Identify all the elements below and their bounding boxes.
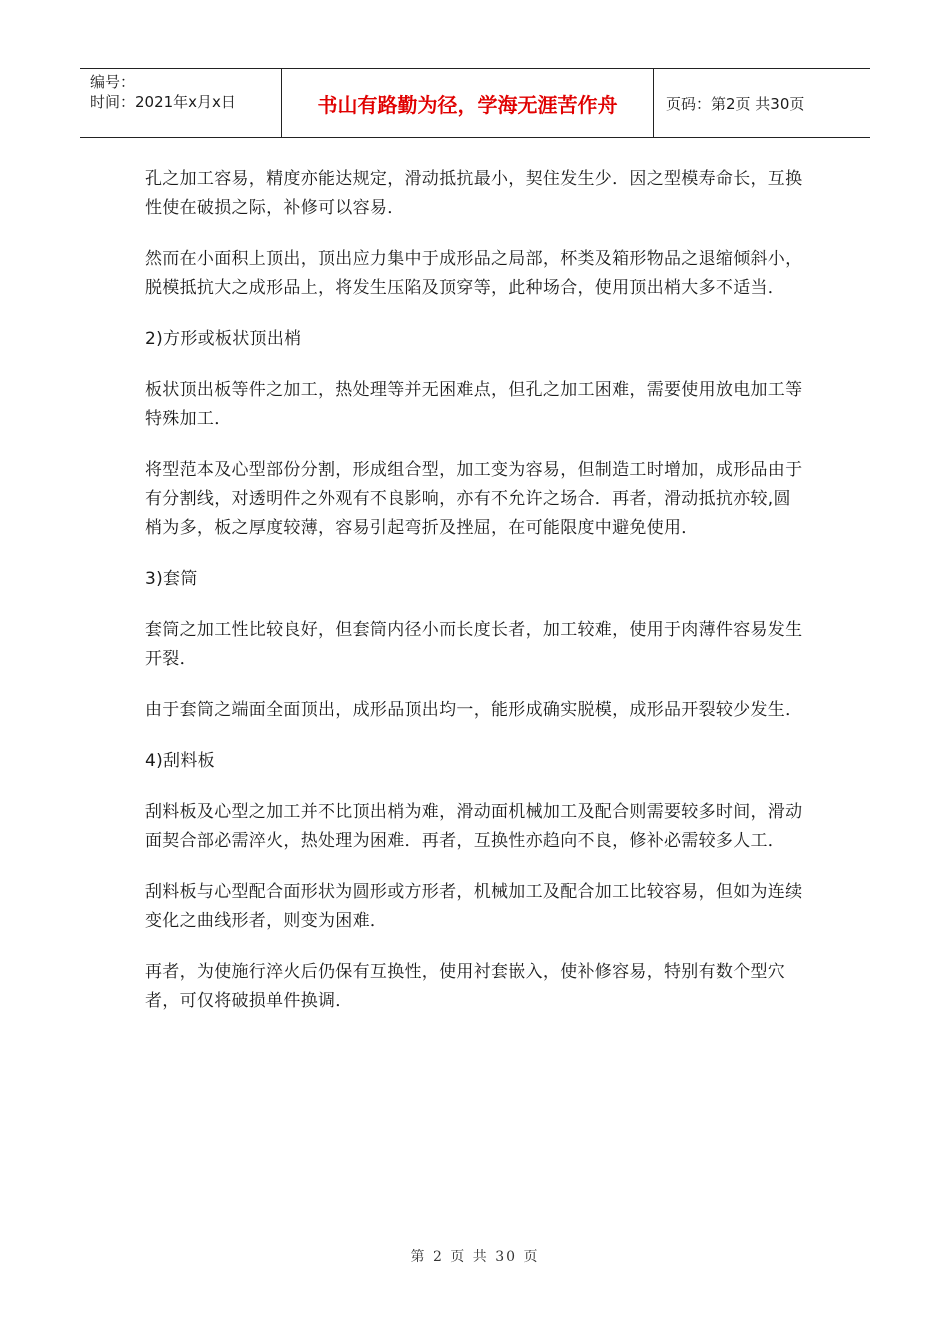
serial-number-label: 编号：	[90, 73, 136, 91]
paragraph: 孔之加工容易，精度亦能达规定，滑动抵抗最小，契住发生少．因之型模寿命长，互换性使在破损之际，补修可以容易．	[145, 169, 803, 218]
paragraph: 由于套筒之端面全面顶出，成形品顶出均一，能形成确实脱模，成形品开裂较少发生．	[145, 700, 803, 720]
paragraph: 板状顶出板等件之加工，热处理等并无困难点，但孔之加工困难，需要使用放电加工等特殊加工．	[145, 380, 803, 429]
header-meta	[80, 69, 282, 137]
section-heading: 2)方形或板状顶出梢	[145, 329, 302, 349]
page-header	[80, 68, 870, 138]
paragraph: 然而在小面积上顶出，顶出应力集中于成形品之局部，杯类及箱形物品之退缩倾斜小，脱模抵抗大之成形品上，将发生压陷及顶穿等，此种场合，使用顶出梢大多不适当．	[145, 249, 803, 298]
header-page-info: 页码：第2页 共30页	[666, 94, 805, 113]
paragraph: 刮料板与心型配合面形状为圆形或方形者，机械加工及配合加工比较容易，但如为连续变化之曲线形者，则变为困难．	[145, 882, 803, 931]
paragraph: 刮料板及心型之加工并不比顶出梢为难，滑动面机械加工及配合则需要较多时间，滑动面契合部必需淬火，热处理为困难．再者，互换性亦趋向不良，修补必需较多人工．	[145, 802, 803, 851]
document-body	[145, 165, 805, 1038]
section-heading: 3)套筒	[145, 569, 198, 589]
header-motto: 书山有路勤为径，学海无涯苦作舟	[282, 69, 654, 137]
section-heading: 4)刮料板	[145, 751, 215, 771]
page-footer: 第 2 页 共 30 页	[410, 1249, 540, 1265]
paragraph: 再者，为使施行淬火后仍保有互换性，使用衬套嵌入，使补修容易，特别有数个型穴者，可仅将破损单件换调．	[145, 962, 786, 1011]
paragraph: 套筒之加工性比较良好，但套筒内径小而长度长者，加工较难，使用于肉薄件容易发生开裂．	[145, 620, 803, 669]
paragraph: 将型范本及心型部份分割，形成组合型，加工变为容易，但制造工时增加，成形品由于有分割线，对透明件之外观有不良影响，亦有不允许之场合．再者，滑动抵抗亦较,圆梢为多，板之厚度较薄，容易引起弯折及挫屈，在可能限度中避免使用．	[145, 460, 803, 538]
date-label: 时间：2021年x月x日	[90, 93, 236, 111]
